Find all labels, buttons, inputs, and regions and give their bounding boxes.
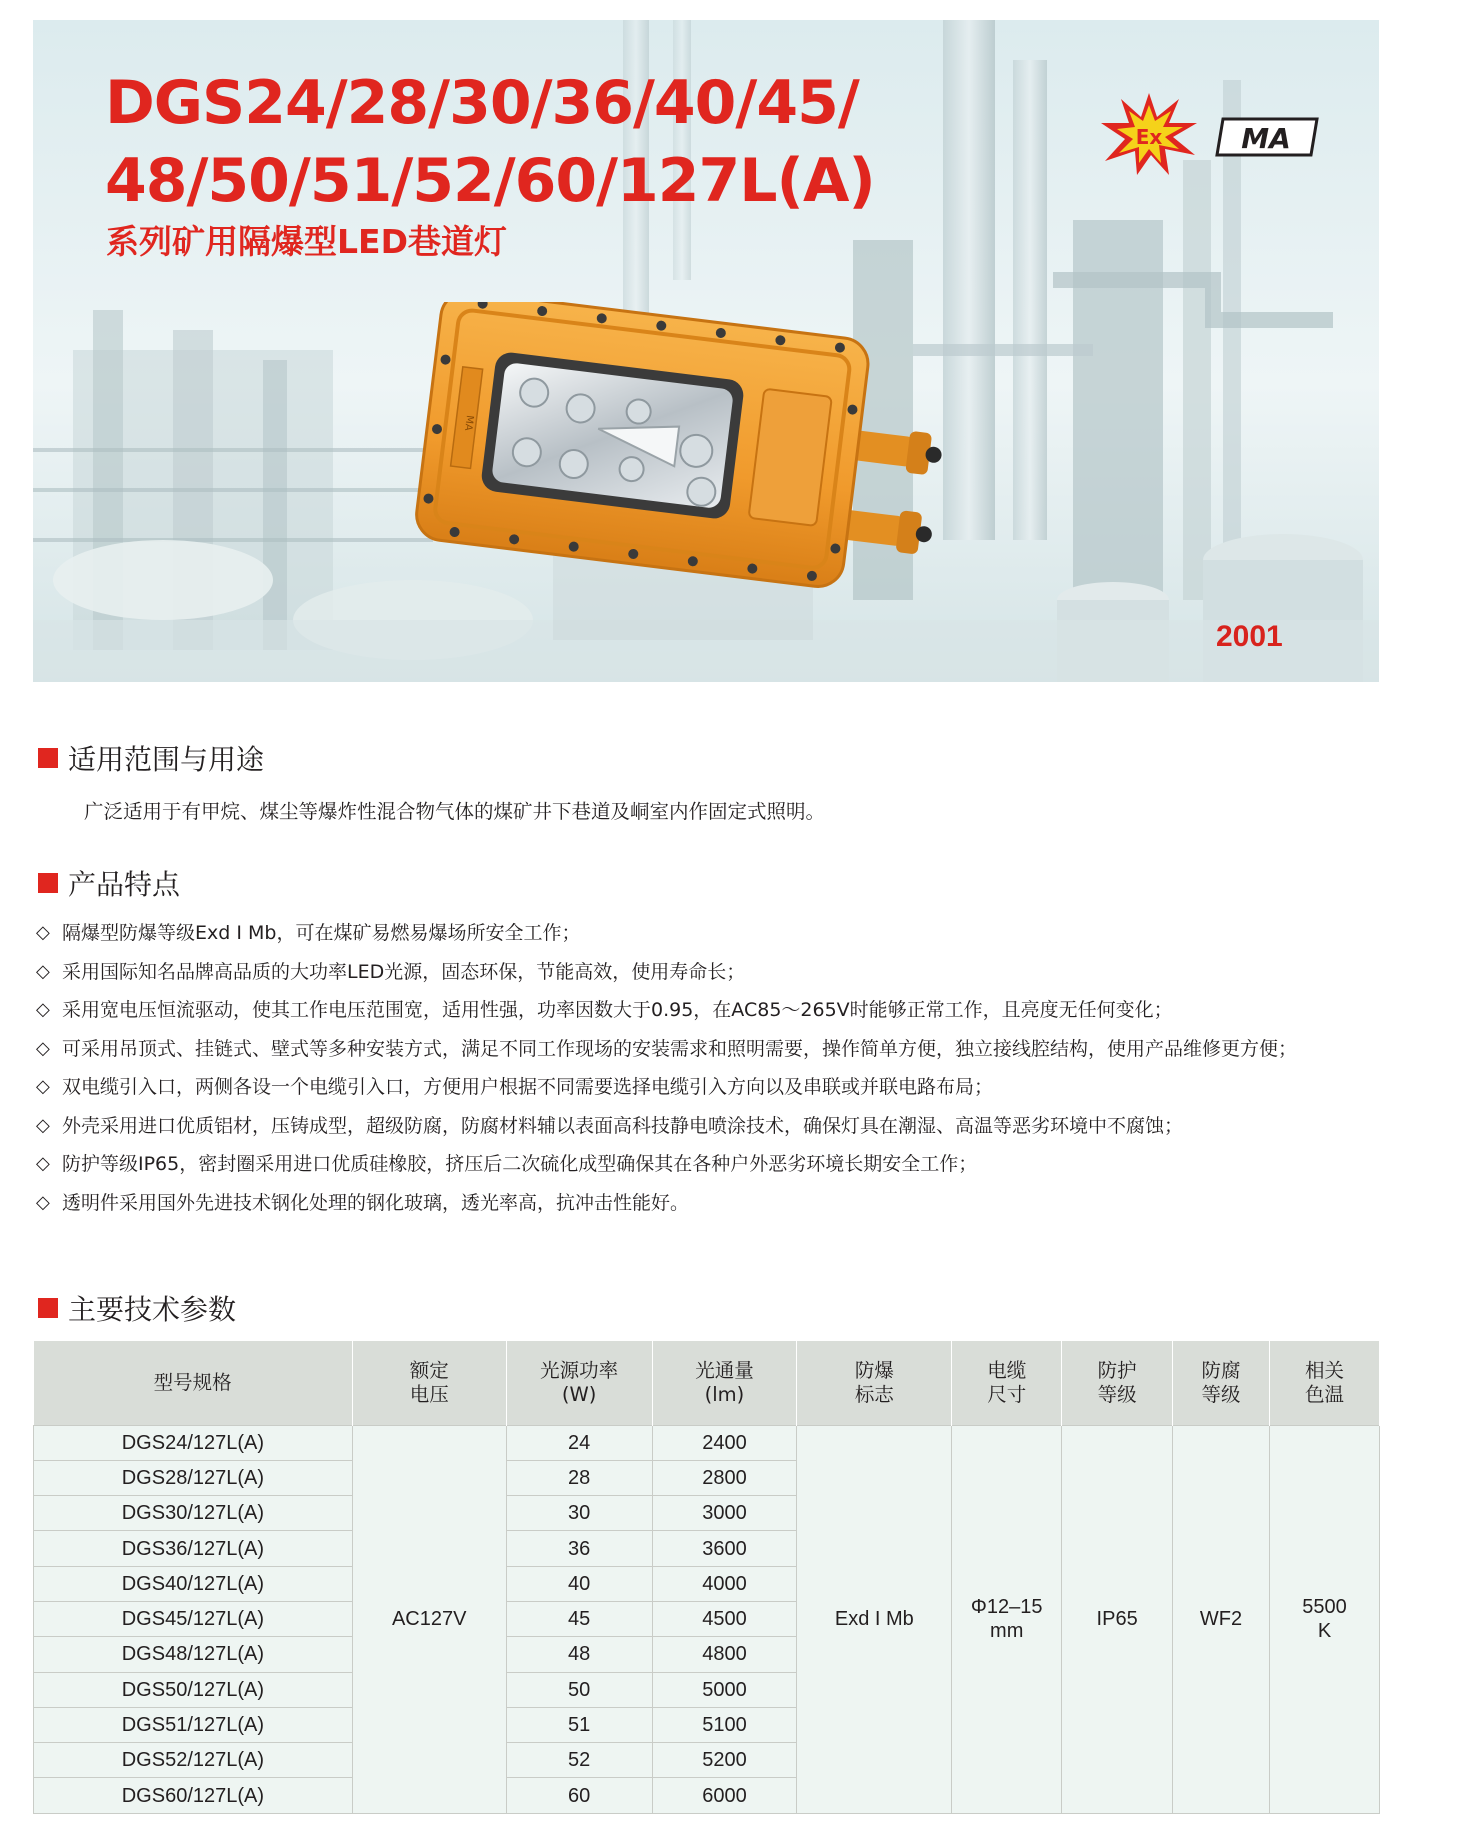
cell-flux: 6000 [652, 1778, 797, 1813]
cell-flux: 5200 [652, 1743, 797, 1778]
header-text: 电缆 [987, 1358, 1027, 1382]
header-text: 相关 [1304, 1358, 1344, 1382]
cell-power: 24 [506, 1425, 652, 1460]
header-text: 标志 [854, 1382, 894, 1406]
cell-power: 51 [506, 1707, 652, 1742]
feature-item: ◇ 采用宽电压恒流驱动，使其工作电压范围宽，适用性强，功率因数大于0.95，在AC85～265V时能够正常工作，且亮度无任何变化； [36, 991, 1376, 1030]
cell-cct [1270, 1425, 1380, 1813]
header-text: (W) [561, 1382, 597, 1406]
header-text: 额定 [409, 1358, 449, 1382]
product-subtitle: 系列矿用隔爆型LED巷道灯 [106, 222, 507, 261]
table-header-col-power [506, 1341, 652, 1425]
product-code: 2001 [1216, 620, 1283, 653]
header-text: (lm) [704, 1382, 745, 1406]
spec-table [33, 1341, 1380, 1814]
ma-mine-safety-logo [1215, 116, 1319, 158]
cell-model: DGS30/127L(A) [34, 1496, 353, 1531]
cell-model: DGS48/127L(A) [34, 1637, 353, 1672]
cell-power: 60 [506, 1778, 652, 1813]
cell-ex-mark: Exd I Mb [797, 1425, 952, 1813]
cell-model: DGS60/127L(A) [34, 1778, 353, 1813]
header-text: 光源功率 [540, 1358, 619, 1382]
table-header-col-flux [652, 1341, 797, 1425]
product-title-line-2: 48/50/51/52/60/127L(A) [105, 146, 875, 216]
cell-model: DGS28/127L(A) [34, 1460, 353, 1495]
cell-power: 50 [506, 1672, 652, 1707]
diamond-bullet-icon: ◇ [36, 1076, 50, 1097]
cell-model: DGS24/127L(A) [34, 1425, 353, 1460]
header-text: 防爆 [854, 1358, 894, 1382]
specs-heading-text: 主要技术参数 [68, 1293, 237, 1326]
ex-label: Ex [1135, 125, 1163, 149]
led-tunnel-lamp-image [405, 302, 1005, 622]
cell-voltage: AC127V [352, 1425, 506, 1813]
scope-section-heading [38, 741, 264, 775]
cell-model: DGS52/127L(A) [34, 1743, 353, 1778]
cell-flux: 3000 [652, 1496, 797, 1531]
product-title-line-1: DGS24/28/30/36/40/45/ [105, 68, 859, 138]
lamp-nameplate-text: MA [462, 414, 475, 432]
table-header-col-cable [952, 1341, 1062, 1425]
header-text: 等级 [1201, 1382, 1241, 1406]
cell-flux: 2800 [652, 1460, 797, 1495]
cable-size-value: Φ12–15 [970, 1596, 1043, 1619]
cell-power: 36 [506, 1531, 652, 1566]
cell-flux: 5100 [652, 1707, 797, 1742]
cell-model: DGS50/127L(A) [34, 1672, 353, 1707]
feature-list [36, 914, 1376, 1222]
table-header-col-model [34, 1341, 353, 1425]
cell-flux: 4500 [652, 1601, 797, 1636]
feature-item: ◇ 外壳采用进口优质铝材，压铸成型，超级防腐，防腐材料辅以表面高科技静电喷涂技术，确保灯具在潮湿、高温等恶劣环境中不腐蚀； [36, 1107, 1376, 1146]
cell-protection: IP65 [1062, 1425, 1173, 1813]
cell-flux: 4800 [652, 1637, 797, 1672]
cell-flux: 4000 [652, 1566, 797, 1601]
table-header-col-cct [1270, 1341, 1380, 1425]
diamond-bullet-icon: ◇ [36, 1114, 50, 1136]
diamond-bullet-icon: ◇ [36, 1153, 50, 1174]
cell-power: 52 [506, 1743, 652, 1778]
cell-model: DGS45/127L(A) [34, 1601, 353, 1636]
spec-table-header [34, 1341, 1380, 1425]
table-header-col-voltage [352, 1341, 506, 1425]
header-text: 尺寸 [987, 1382, 1027, 1406]
diamond-bullet-icon: ◇ [36, 999, 50, 1020]
cct-value: 5500 [1302, 1596, 1347, 1619]
features-section-heading [38, 866, 180, 900]
table-header-col-ex-mark [797, 1341, 952, 1425]
red-square-marker [38, 748, 58, 768]
table-row [34, 1425, 1380, 1460]
ex-explosion-proof-logo [1099, 91, 1199, 177]
header-text: 等级 [1097, 1382, 1137, 1406]
cable-size-unit: mm [990, 1620, 1024, 1643]
cell-flux: 3600 [652, 1531, 797, 1566]
red-square-marker [38, 1298, 58, 1318]
red-square-marker [38, 873, 58, 893]
cell-power: 48 [506, 1637, 652, 1672]
cell-model: DGS51/127L(A) [34, 1707, 353, 1742]
cell-model: DGS40/127L(A) [34, 1566, 353, 1601]
cell-cable [952, 1425, 1062, 1813]
product-banner [33, 20, 1379, 682]
diamond-bullet-icon: ◇ [36, 960, 50, 982]
cell-flux: 5000 [652, 1672, 797, 1707]
cell-power: 45 [506, 1601, 652, 1636]
cell-power: 40 [506, 1566, 652, 1601]
feature-item: ◇ 采用国际知名品牌高品质的大功率LED光源，固态环保，节能高效，使用寿命长； [36, 953, 1376, 992]
feature-item: ◇ 防护等级IP65，密封圈采用进口优质硅橡胶，挤压后二次硫化成型确保其在各种户外恶劣环境长期安全工作； [36, 1145, 1376, 1184]
features-heading-text: 产品特点 [68, 868, 181, 901]
header-text: 防护 [1097, 1358, 1137, 1382]
feature-item: ◇ 隔爆型防爆等级Exd I Mb，可在煤矿易燃易爆场所安全工作； [36, 914, 1376, 953]
cct-unit: K [1317, 1620, 1332, 1643]
diamond-bullet-icon: ◇ [36, 1037, 50, 1059]
cell-model: DGS36/127L(A) [34, 1531, 353, 1566]
table-header-col-protection [1062, 1341, 1173, 1425]
spec-table-body [34, 1425, 1380, 1813]
feature-item: ◇ 双电缆引入口，两侧各设一个电缆引入口，方便用户根据不同需要选择电缆引入方向以及串联或并联电路布局； [36, 1068, 1376, 1107]
specs-section-heading [38, 1291, 236, 1325]
scope-description: 广泛适用于有甲烷、煤尘等爆炸性混合物气体的煤矿井下巷道及峒室内作固定式照明。 [84, 800, 826, 823]
table-header-col-anticorrosion [1173, 1341, 1270, 1425]
cell-flux: 2400 [652, 1425, 797, 1460]
scope-heading-text: 适用范围与用途 [68, 743, 265, 776]
header-text: 防腐 [1201, 1358, 1241, 1382]
feature-item: ◇ 可采用吊顶式、挂链式、壁式等多种安装方式，满足不同工作现场的安装需求和照明需要，操作简单方便，独立接线腔结构，使用产品维修更方便； [36, 1030, 1376, 1069]
ma-label: MA [1241, 122, 1291, 155]
cell-anticorrosion: WF2 [1173, 1425, 1270, 1813]
diamond-bullet-icon: ◇ [36, 922, 50, 943]
cell-power: 30 [506, 1496, 652, 1531]
header-text: 光通量 [695, 1358, 754, 1382]
header-text: 电压 [409, 1382, 449, 1406]
header-text: 色温 [1304, 1382, 1344, 1406]
feature-item: ◇ 透明件采用国外先进技术钢化处理的钢化玻璃，透光率高，抗冲击性能好。 [36, 1184, 1376, 1223]
cell-power: 28 [506, 1460, 652, 1495]
header-text: 型号规格 [153, 1370, 232, 1394]
diamond-bullet-icon: ◇ [36, 1191, 50, 1213]
